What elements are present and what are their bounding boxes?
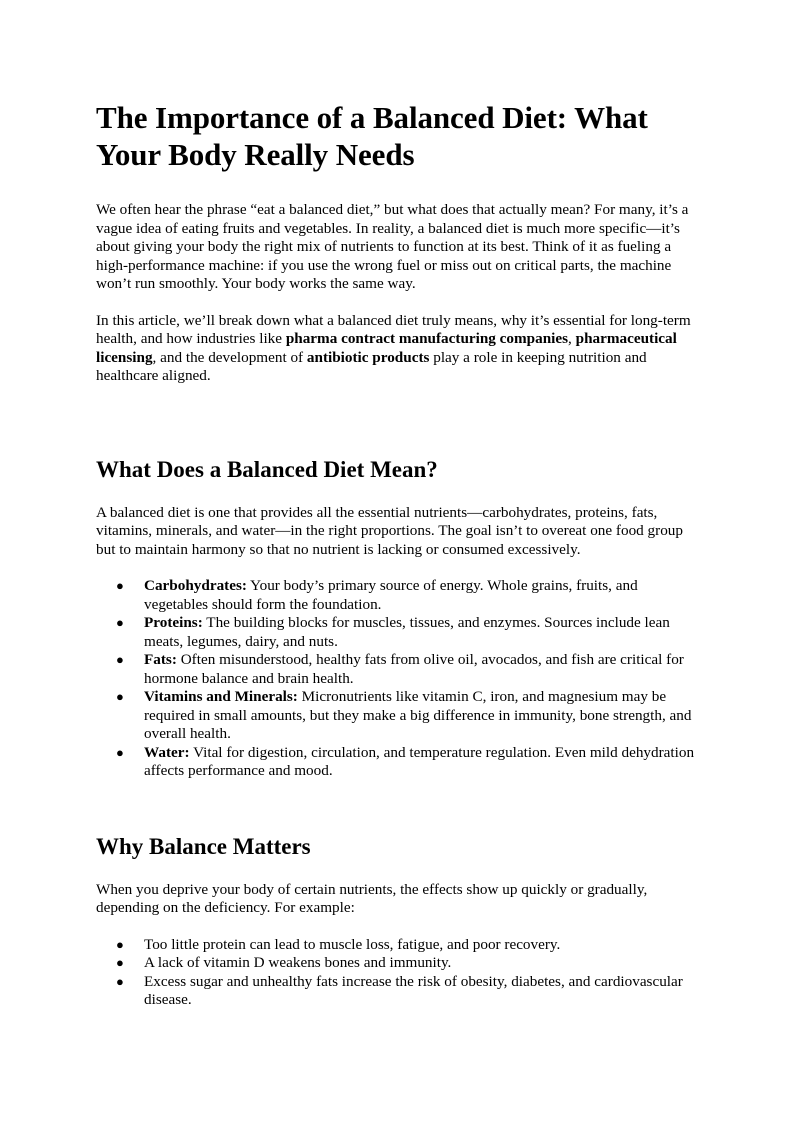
list-item [96, 744, 698, 781]
list-item-term: Water: [144, 743, 190, 761]
list-item-text: A lack of vitamin D weakens bones and immunity. [144, 954, 452, 971]
list-item [96, 651, 698, 688]
list-item-term: Carbohydrates: [144, 577, 247, 594]
intro-paragraph-1: We often hear the phrase “eat a balanced diet,” but what does that actually mean? For many, it’s a vague idea of eating fruits and vegetables. In reality, a balanced diet is much more specific—it’s about giving your body the right mix of nutrients to function at its best. Think of it as fueling a high-performance machine: if you use the wrong fuel or miss out on critical parts, the machine won’t run smoothly. Your body works the same way. [96, 201, 689, 292]
list-item [96, 973, 698, 1010]
list-item-text: Excess sugar and unhealthy fats increase the risk of obesity, diabetes, and cardiovascular disease. [144, 972, 683, 1008]
bullet-icon: ● [116, 652, 124, 667]
section-heading-why-balance: Why Balance Matters [96, 833, 311, 859]
page-title: The Importance of a Balanced Diet: What Your Body Really Needs [96, 100, 648, 172]
intro-text: play a role in keeping nutrition and healthcare aligned. [96, 348, 647, 384]
nutrient-list [96, 577, 698, 781]
keyword-pharma-contract: pharma contract manufacturing companies [285, 330, 569, 347]
list-item-text: Too little protein can lead to muscle loss, fatigue, and poor recovery. [144, 935, 561, 953]
intro-text: , [568, 330, 576, 347]
list-item-text: Your body’s primary source of energy. Whole grains, fruits, and vegetables should form the foundation. [144, 577, 638, 613]
section1-paragraph: A balanced diet is one that provides all the essential nutrients—carbohydrates, proteins, fats, vitamins, minerals, and water—in the right proportions. The goal isn’t to overeat one food group but to maintain harmony so that no nutrient is lacking or consumed excessively. [96, 503, 683, 558]
intro-text: , and the development of [152, 348, 307, 366]
keyword-pharma-licensing: pharmaceutical licensing [96, 330, 677, 366]
bullet-icon: ● [116, 955, 124, 970]
list-item [96, 954, 698, 973]
list-item [96, 936, 698, 955]
intro-text: In this article, we’ll break down what a balanced diet truly means, why it’s essential for long-term health, and how industries like [96, 311, 691, 347]
bullet-icon: ● [116, 936, 124, 952]
list-item-term: Vitamins and Minerals: [144, 688, 298, 705]
intro-paragraph-2 [96, 312, 698, 386]
list-item-text: Micronutrients like vitamin C, iron, and magnesium may be required in small amounts, but they make a big difference in immunity, bone strength, and overall health. [144, 688, 692, 742]
list-item-text: Often misunderstood, healthy fats from olive oil, avocados, and fish are critical for hormone balance and brain health. [144, 651, 684, 687]
keyword-antibiotic-products: antibiotic products [306, 348, 430, 366]
list-item [96, 614, 698, 651]
list-item [96, 577, 698, 614]
document-page [96, 99, 698, 1010]
bullet-icon: ● [116, 744, 124, 760]
section-heading-balanced-diet: What Does a Balanced Diet Mean? [96, 456, 438, 482]
list-item [96, 688, 698, 744]
list-item-text: Vital for digestion, circulation, and temperature regulation. Even mild dehydration affects performance and mood. [144, 743, 695, 779]
bullet-icon: ● [116, 689, 124, 704]
deficiency-list [96, 936, 698, 1010]
list-item-text: The building blocks for muscles, tissues, and enzymes. Sources include lean meats, legumes, dairy, and nuts. [144, 614, 670, 650]
section2-paragraph: When you deprive your body of certain nutrients, the effects show up quickly or gradually, depending on the deficiency. For example: [96, 880, 648, 916]
bullet-icon: ● [116, 615, 124, 630]
list-item-term: Proteins: [144, 614, 203, 631]
bullet-icon: ● [116, 578, 124, 593]
list-item-term: Fats: [144, 651, 177, 668]
bullet-icon: ● [116, 973, 124, 989]
